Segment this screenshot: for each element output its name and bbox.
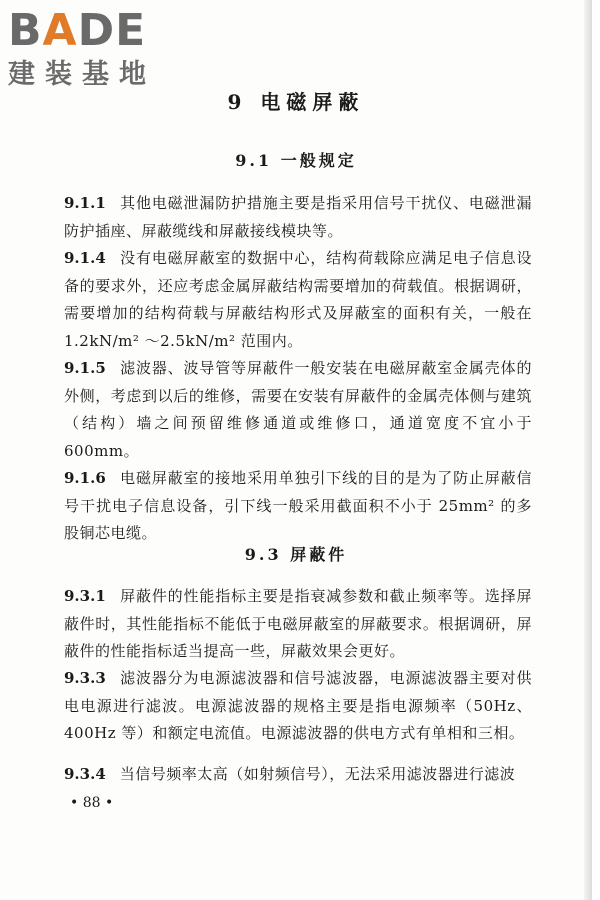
clause-text: 滤波器分为电源滤波器和信号滤波器，电源滤波器主要对供电电源进行滤波。电源滤波器的规格主要是指电源频率（50Hz、400Hz 等）和额定电流值。电源滤波器的供电方式有单相和三相。: [64, 669, 532, 742]
logo-brand: BADE: [8, 5, 147, 56]
clause-9-3-1: [64, 583, 532, 666]
page-edge: [584, 0, 592, 900]
clause-text: 其他电磁泄漏防护措施主要是指采用信号干扰仪、电磁泄漏防护插座、屏蔽缆线和屏蔽接线模块等。: [64, 194, 532, 240]
clause-number: 9.3.1: [64, 587, 106, 605]
clause-9-1-4: [64, 245, 532, 355]
logo-subtitle: 建装基地: [8, 59, 156, 90]
clause-text: 电磁屏蔽室的接地采用单独引下线的目的是为了防止屏蔽信号干扰电子信息设备，引下线一般采用截面积不小于 25mm² 的多股铜芯电缆。: [64, 469, 532, 542]
clause-text: 屏蔽件的性能指标主要是指衰减参数和截止频率等。选择屏蔽件时，其性能指标不能低于电磁屏蔽室的屏蔽要求。根据调研，屏蔽件的性能指标适当提高一些，屏蔽效果会更好。: [64, 587, 532, 660]
section-title-9-1: 9.1 一般规定: [235, 151, 357, 170]
clause-9-1-1: [64, 190, 532, 245]
clause-number: 9.3.3: [64, 669, 106, 687]
clause-9-3-4: [64, 761, 532, 789]
clause-number: 9.3.4: [64, 765, 106, 783]
clause-number: 9.1.4: [64, 249, 106, 267]
page-number: • 88 •: [70, 795, 114, 811]
clause-9-1-6: [64, 465, 532, 548]
clause-text: 没有电磁屏蔽室的数据中心，结构荷载除应满足电子信息设备的要求外，还应考虑金属屏蔽结构需要增加的荷载值。根据调研，需要增加的结构荷载与屏蔽结构形式及屏蔽室的面积有关，一般在 1.2kN/m² ～2.5kN/m² 范围内。: [64, 249, 532, 350]
clause-number: 9.1.6: [64, 469, 106, 487]
clause-number: 9.1.1: [64, 194, 106, 212]
section-title-9-3: 9.3 屏蔽件: [244, 545, 348, 564]
clause-text: 当信号频率太高（如射频信号），无法采用滤波器进行滤波: [119, 765, 516, 783]
clause-text: 滤波器、波导管等屏蔽件一般安装在电磁屏蔽室金属壳体的外侧，考虑到以后的维修，需要在安装有屏蔽件的金属壳体侧与建筑（结构）墙之间预留维修通道或维修口，通道宽度不宜小于 600mm。: [64, 359, 532, 460]
watermark-logo: [8, 5, 178, 98]
clause-number: 9.1.5: [64, 359, 106, 377]
clause-9-1-5: [64, 355, 532, 465]
chapter-title: 9 电磁屏蔽: [227, 90, 365, 114]
clause-9-3-3: [64, 665, 532, 748]
